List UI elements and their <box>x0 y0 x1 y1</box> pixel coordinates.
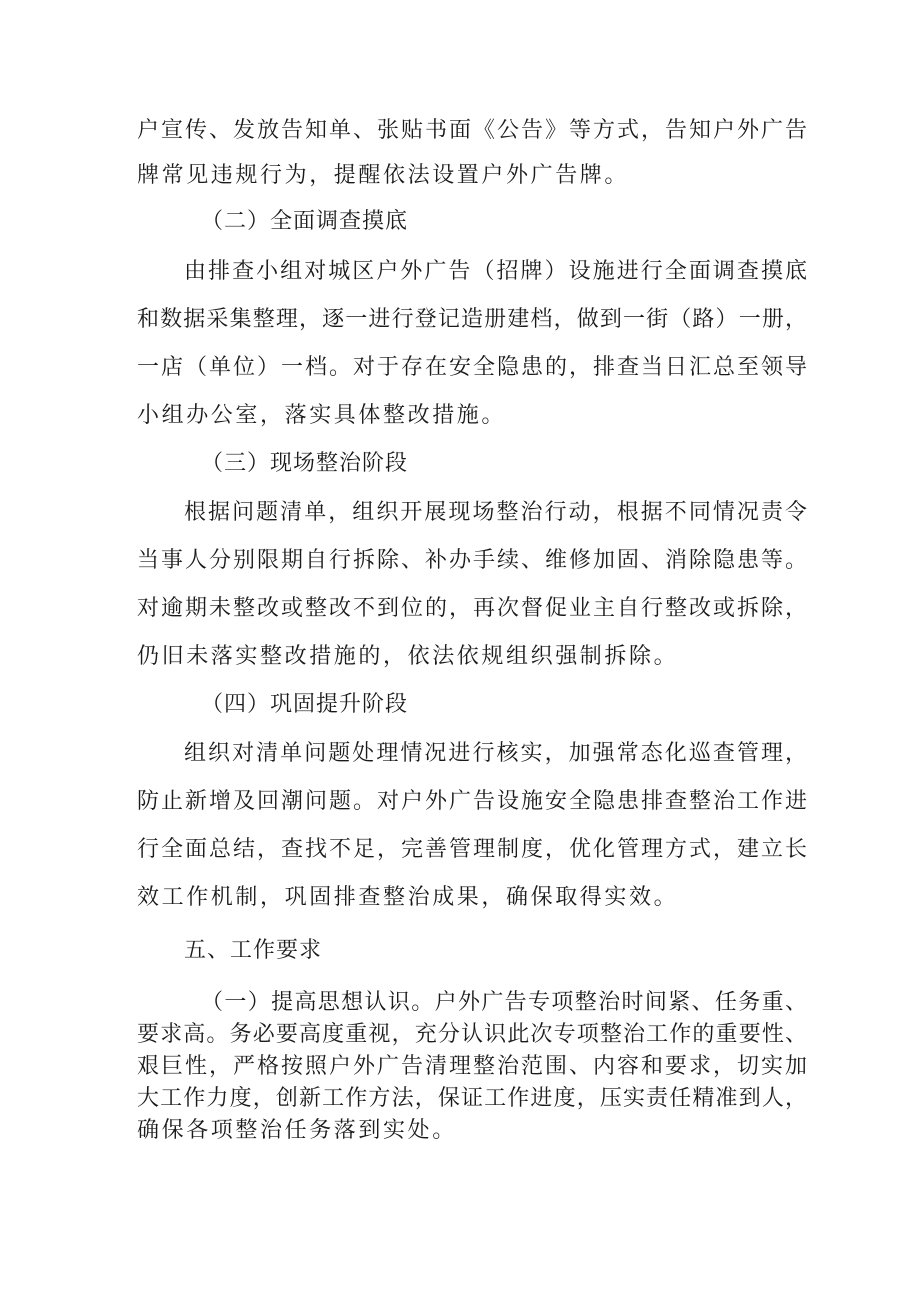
paragraph-line: 防止新增及回潮问题。对户外广告设施安全隐患排查整治工作进 <box>137 789 807 814</box>
paragraph-line: 根据问题清单，组织开展现场整治行动，根据不同情况责令 <box>184 500 807 525</box>
paragraph-line: 对逾期未整改或整改不到位的，再次督促业主自行整改或拆除， <box>137 596 807 621</box>
paragraph-line: 要求高。务必要高度重视，充分认识此次专项整治工作的重要性、 <box>137 1022 807 1047</box>
section-heading: （三）现场整治阶段 <box>201 451 409 476</box>
paragraph-line: 组织对清单问题处理情况进行核实，加强常态化巡查管理， <box>184 741 807 766</box>
paragraph-line: 一店（单位）一档。对于存在安全隐患的，排查当日汇总至领导 <box>137 355 807 380</box>
section-heading: （四）巩固提升阶段 <box>201 692 409 717</box>
paragraph-line: 大工作力度，创新工作方法，保证工作进度，压实责任精准到人， <box>137 1086 807 1111</box>
paragraph-line: 行全面总结，查找不足，完善管理制度，优化管理方式，建立长 <box>137 837 807 862</box>
section-heading: （二）全面调查摸底 <box>201 209 409 234</box>
paragraph-line: 户宣传、发放告知单、张贴书面《公告》等方式，告知户外广告 <box>137 118 807 143</box>
paragraph-line: 仍旧未落实整改措施的，依法依规组织强制拆除。 <box>137 644 679 669</box>
paragraph-line: 由排查小组对城区户外广告（招牌）设施进行全面调查摸底 <box>184 259 807 284</box>
chapter-heading: 五、工作要求 <box>184 938 323 963</box>
paragraph-line: 当事人分别限期自行拆除、补办手续、维修加固、消除隐患等。 <box>137 548 807 573</box>
paragraph-line: （一）提高思想认识。户外广告专项整治时间紧、任务重、 <box>201 990 807 1015</box>
paragraph-line: 和数据采集整理，逐一进行登记造册建档，做到一街（路）一册， <box>137 307 807 332</box>
paragraph-line: 小组办公室，落实具体整改措施。 <box>137 403 507 428</box>
paragraph-line: 牌常见违规行为，提醒依法设置户外广告牌。 <box>137 163 630 188</box>
paragraph-line: 效工作机制，巩固排查整治成果，确保取得实效。 <box>137 885 679 910</box>
paragraph-line: 确保各项整治任务落到实处。 <box>137 1118 457 1143</box>
paragraph-line: 艰巨性，严格按照户外广告清理整治范围、内容和要求，切实加 <box>137 1054 807 1079</box>
